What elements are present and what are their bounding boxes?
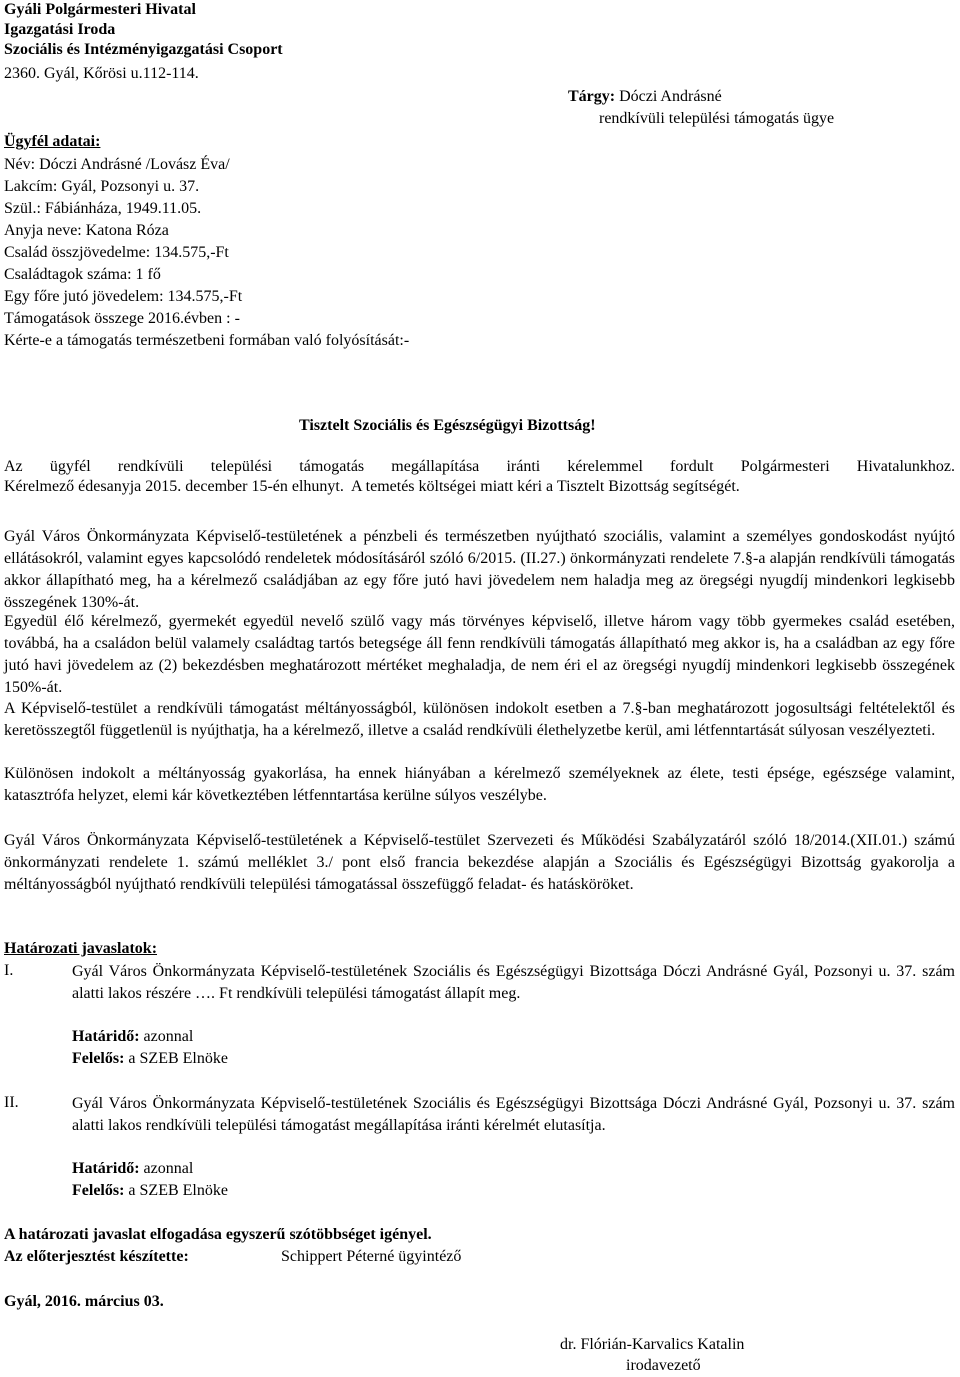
- salutation: Tisztelt Szociális és Egészségügyi Bizottság!: [299, 417, 596, 434]
- office-department: Igazgatási Iroda: [4, 21, 116, 38]
- proposal-deadline-1: [72, 1027, 193, 1047]
- deadline-label: Határidő:: [72, 1160, 140, 1177]
- proposals-heading: Határozati javaslatok:: [4, 940, 158, 957]
- client-mother-name: Anyja neve: Katona Róza: [4, 222, 169, 239]
- proposal-text-1-block: [72, 961, 955, 1005]
- legal-text-1: Gyál Város Önkormányzata Képviselő-testületének a pénzbeli és természetben nyújtható szociális, valamint a személyes gondoskodást nyújtó ellátásokról, valamint egyes kapcsolódó rendeletek módosításáról szóló 6/2015. (II.27.) önkormányzati rendelete 7.§-a alapján rendkívüli támogatás akkor állapítható meg, ha a kérelmező családjában az egy főre jutó havi jövedelem nem haladja meg az öregségi nyugdíj mindenkori legkisebb összegének 130%-át.: [4, 528, 955, 611]
- proposal-responsible-2: [72, 1181, 228, 1201]
- client-in-kind-request: Kérte-e a támogatás természetbeni formában való folyósítását:-: [4, 332, 410, 349]
- document-date: Gyál, 2016. március 03.: [4, 1293, 164, 1310]
- proposal-text-2-block: [72, 1093, 955, 1137]
- deadline-value: azonnal: [143, 1028, 194, 1045]
- legal-paragraph-3: [4, 698, 955, 742]
- office-group: Szociális és Intézményigazgatási Csoport: [4, 41, 283, 58]
- legal-paragraph-2: [4, 611, 955, 699]
- proposal-number-1: I.: [4, 962, 14, 979]
- client-heading: Ügyfél adatai:: [4, 133, 101, 150]
- client-address: Lakcím: Gyál, Pozsonyi u. 37.: [4, 178, 200, 195]
- majority-note: A határozati javaslat elfogadása egyszerű szótöbbséget igényel.: [4, 1226, 432, 1243]
- signatory-title: irodavezető: [626, 1357, 701, 1374]
- intro-line-2: Kérelmező édesanyja 2015. december 15-én elhunyt. A temetés költségei miatt kéri a Tisztelt Bizottság segítségét.: [4, 478, 740, 495]
- office-header: [4, 0, 283, 60]
- office-address: 2360. Gyál, Kőrösi u.112-114.: [4, 65, 199, 82]
- client-family-size: Családtagok száma: 1 fő: [4, 266, 161, 283]
- intro-line-1: Az ügyfél rendkívüli települési támogatás megállapítása iránti kérelemmel fordult Polgármesteri Hivatalunkhoz.: [4, 458, 955, 475]
- legal-text-3: A Képviselő-testület a rendkívüli támogatást méltányosságból, különösen indokolt esetben a 7.§-ban meghatározott jogosultsági feltételektől és keretösszegtől függetlenül is nyújthatja, ha a kérelmező, illetve a család rendkívüli élethelyzetbe kerül, ami létfenntartását súlyosan veszélyezteti.: [4, 700, 955, 739]
- legal-text-4: Különösen indokolt a méltányosság gyakorlása, ha ennek hiányában a kérelmező személyeknek az élete, testi épsége, egészsége valamint, katasztrófa helyzet, elemi kár következtében létfenntartása kerülne súlyos veszélybe.: [4, 765, 955, 804]
- proposal-text-1: Gyál Város Önkormányzata Képviselő-testületének Szociális és Egészségügyi Bizottsága Dóczi Andrásné Gyál, Pozsonyi u. 37. szám alatti lakos részére …. Ft rendkívüli települési támogatást állapít meg.: [72, 963, 955, 1002]
- legal-paragraph-1: [4, 526, 955, 614]
- proposal-number-2: II.: [4, 1094, 19, 1111]
- subject-block: [568, 87, 722, 107]
- office-name: Gyáli Polgármesteri Hivatal: [4, 1, 196, 18]
- deadline-label: Határidő:: [72, 1028, 140, 1045]
- signatory-name: dr. Flórián-Karvalics Katalin: [560, 1336, 745, 1353]
- proposal-deadline-2: [72, 1159, 193, 1179]
- subject-label: Tárgy:: [568, 88, 616, 105]
- prepared-by-value: Schippert Péterné ügyintéző: [281, 1248, 462, 1265]
- client-support-total: Támogatások összege 2016.évben : -: [4, 310, 240, 327]
- client-fields: [4, 154, 409, 352]
- subject-name: Dóczi Andrásné: [619, 88, 722, 105]
- client-per-capita-income: Egy főre jutó jövedelem: 134.575,-Ft: [4, 288, 243, 305]
- legal-paragraph-4: [4, 763, 955, 807]
- responsible-label: Felelős:: [72, 1050, 125, 1067]
- client-family-income: Család összjövedelme: 134.575,-Ft: [4, 244, 229, 261]
- responsible-label: Felelős:: [72, 1182, 125, 1199]
- subject-topic: rendkívüli települési támogatás ügye: [599, 110, 835, 127]
- legal-text-5: Gyál Város Önkormányzata Képviselő-testületének a Képviselő-testület Szervezeti és Működési Szabályzatáról szóló 18/2014.(XII.01.) számú önkormányzati rendelete 1. számú melléklet 3./ pont első francia bekezdése alapján a Szociális és Egészségügyi Bizottság gyakorolja a méltányosságból nyújtható rendkívüli települési támogatással összefüggő feladat- és hatásköröket.: [4, 832, 955, 893]
- proposal-responsible-1: [72, 1049, 228, 1069]
- client-birth: Szül.: Fábiánháza, 1949.11.05.: [4, 200, 202, 217]
- legal-paragraph-5: [4, 830, 955, 896]
- proposal-text-2: Gyál Város Önkormányzata Képviselő-testületének Szociális és Egészségügyi Bizottsága Dóczi Andrásné Gyál, Pozsonyi u. 37. szám alatti lakos rendkívüli települési támogatást megállapítása iránti kérelmét elutasítja.: [72, 1095, 955, 1134]
- prepared-by: [4, 1247, 189, 1267]
- legal-text-2: Egyedül élő kérelmező, gyermekét egyedül nevelő szülő vagy más törvényes képviselő, illetve három vagy több gyermekes család esetében, továbbá, ha a családon belül valamely családtag tartós betegsége áll fenn rendkívüli támogatás állapítható meg akkor is, ha a családban az egy főre jutó havi jövedelem az (2) bekezdésben meghatározott mértéket meghaladja, de nem éri el az öregségi nyugdíj mindenkori legkisebb összegének 150%-át.: [4, 613, 955, 696]
- responsible-value: a SZEB Elnöke: [128, 1182, 228, 1199]
- responsible-value: a SZEB Elnöke: [128, 1050, 228, 1067]
- client-name: Név: Dóczi Andrásné /Lovász Éva/: [4, 156, 230, 173]
- prepared-by-label: Az előterjesztést készítette:: [4, 1248, 189, 1265]
- intro-paragraph: [4, 457, 955, 497]
- deadline-value: azonnal: [143, 1160, 194, 1177]
